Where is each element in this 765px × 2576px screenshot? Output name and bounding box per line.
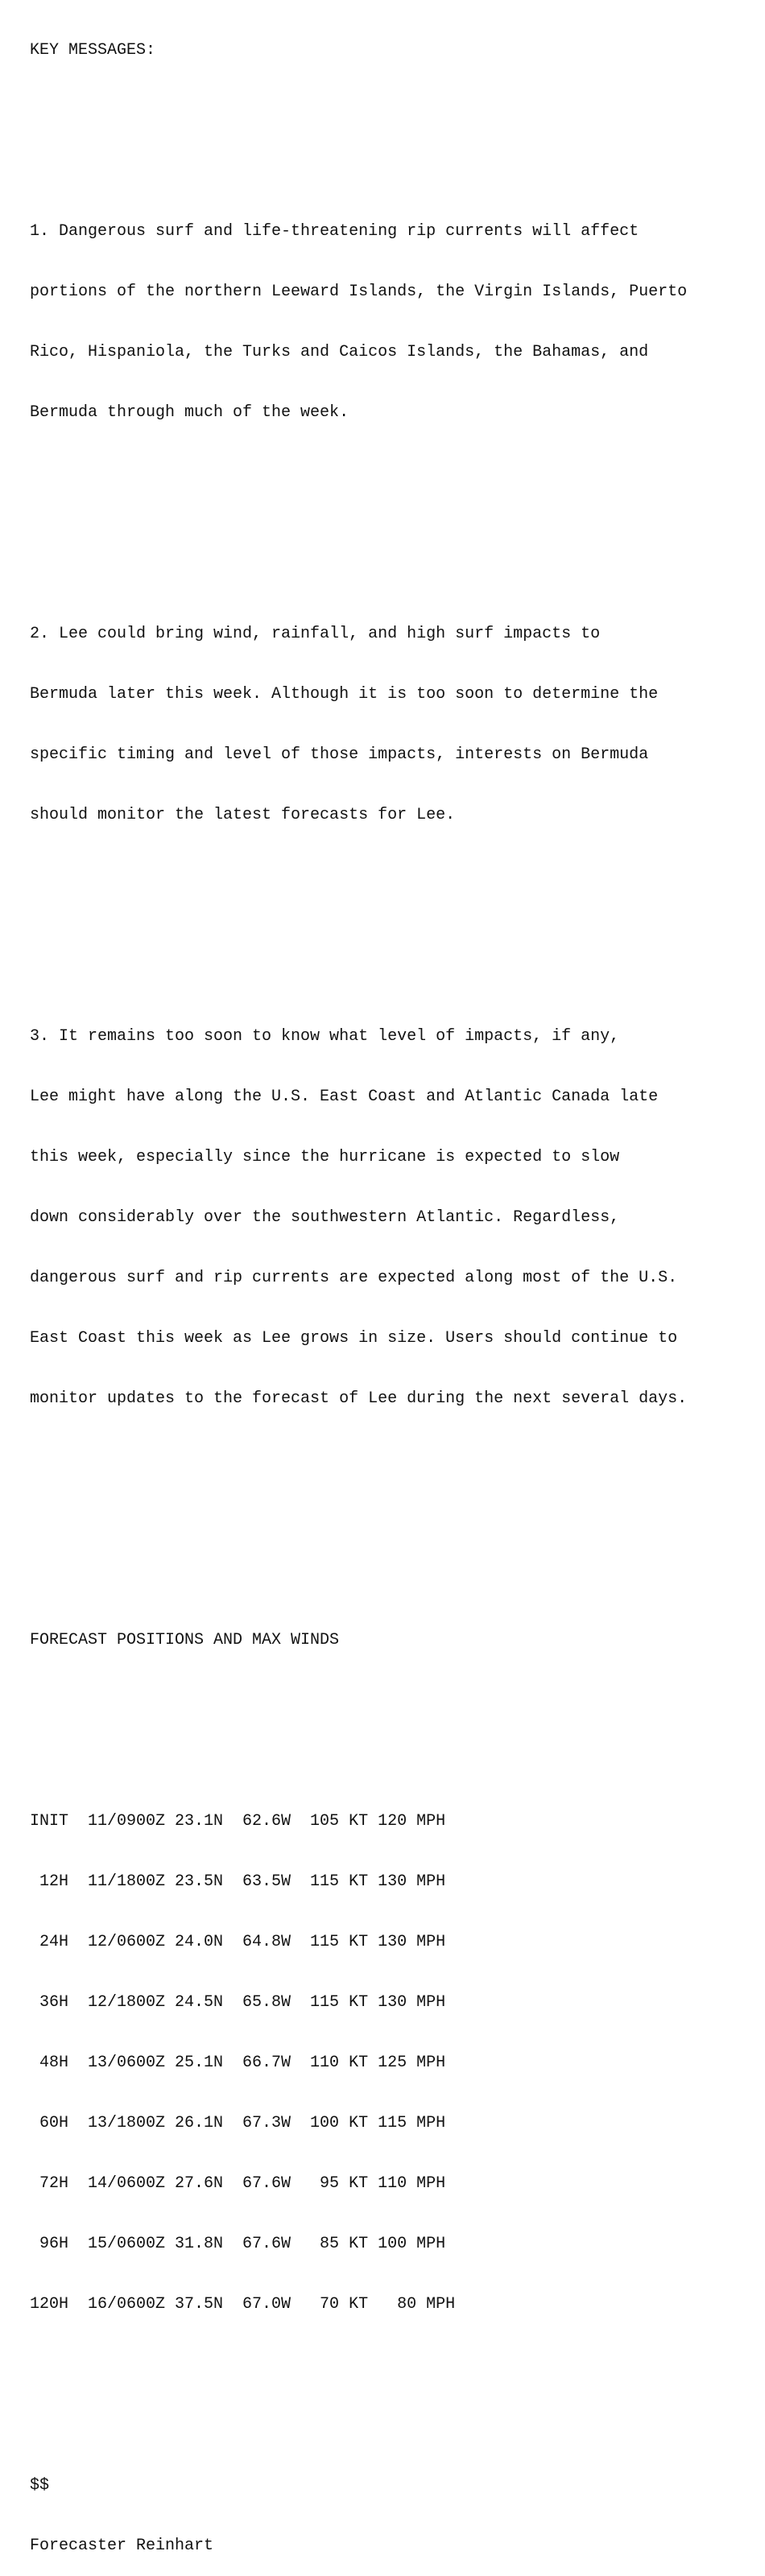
key-message-3	[30, 986, 687, 1449]
forecast-row: 96H 15/0600Z 31.8N 67.6W 85 KT 100 MPH	[30, 2235, 446, 2253]
forecast-row: INIT 11/0900Z 23.1N 62.6W 105 KT 120 MPH	[30, 1812, 446, 1831]
key-messages-heading: KEY MESSAGES:	[30, 41, 156, 60]
forecast-row: 120H 16/0600Z 37.5N 67.0W 70 KT 80 MPH	[30, 2295, 456, 2314]
blank-line	[30, 1489, 687, 1509]
forecast-row: 72H 14/0600Z 27.6N 67.6W 95 KT 110 MPH	[30, 2174, 446, 2193]
blank-line	[30, 101, 687, 121]
forecast-table	[30, 1771, 687, 2355]
discussion-document	[30, 0, 687, 2576]
key-message-1-line: 1. Dangerous surf and life-threatening rip currents will affect	[30, 222, 639, 241]
forecast-row: 48H 13/0600Z 25.1N 66.7W 110 KT 125 MPH	[30, 2054, 446, 2072]
key-message-3-line: 3. It remains too soon to know what level of impacts, if any,	[30, 1027, 620, 1046]
key-message-2-line: should monitor the latest forecasts for Lee.	[30, 806, 456, 824]
key-message-1-line: portions of the northern Leeward Islands, the Virgin Islands, Puerto	[30, 283, 688, 301]
key-message-3-line: dangerous surf and rip currents are expected along most of the U.S.	[30, 1269, 678, 1287]
key-message-2-line: Bermuda later this week. Although it is too soon to determine the	[30, 685, 659, 704]
key-message-2-line: 2. Lee could bring wind, rainfall, and high surf impacts to	[30, 625, 601, 643]
key-message-2	[30, 584, 687, 865]
key-message-3-line: Lee might have along the U.S. East Coast and Atlantic Canada late	[30, 1088, 659, 1106]
forecast-row: 36H 12/1800Z 24.5N 65.8W 115 KT 130 MPH	[30, 1993, 446, 2012]
key-message-1-line: Bermuda through much of the week.	[30, 403, 349, 422]
blank-line	[30, 503, 687, 523]
forecast-row: 12H 11/1800Z 23.5N 63.5W 115 KT 130 MPH	[30, 1872, 446, 1891]
forecast-row: 24H 12/0600Z 24.0N 64.8W 115 KT 130 MPH	[30, 1933, 446, 1951]
key-message-1-line: Rico, Hispaniola, the Turks and Caicos Islands, the Bahamas, and	[30, 343, 649, 361]
product-terminator: $$	[30, 2476, 50, 2495]
key-message-3-line: East Coast this week as Lee grows in size. Users should continue to	[30, 1329, 678, 1348]
blank-line	[30, 906, 687, 926]
blank-line	[30, 1550, 687, 1570]
key-message-3-line: monitor updates to the forecast of Lee during the next several days.	[30, 1389, 688, 1408]
blank-line	[30, 1690, 687, 1711]
blank-line	[30, 2395, 687, 2415]
key-message-2-line: specific timing and level of those impacts, interests on Bermuda	[30, 745, 649, 764]
forecast-heading: FORECAST POSITIONS AND MAX WINDS	[30, 1631, 340, 1649]
key-message-3-line: this week, especially since the hurricane is expected to slow	[30, 1148, 620, 1166]
forecaster-signature: Forecaster Reinhart	[30, 2537, 214, 2555]
key-message-1	[30, 181, 687, 463]
key-message-3-line: down considerably over the southwestern Atlantic. Regardless,	[30, 1208, 620, 1227]
forecast-row: 60H 13/1800Z 26.1N 67.3W 100 KT 115 MPH	[30, 2114, 446, 2132]
